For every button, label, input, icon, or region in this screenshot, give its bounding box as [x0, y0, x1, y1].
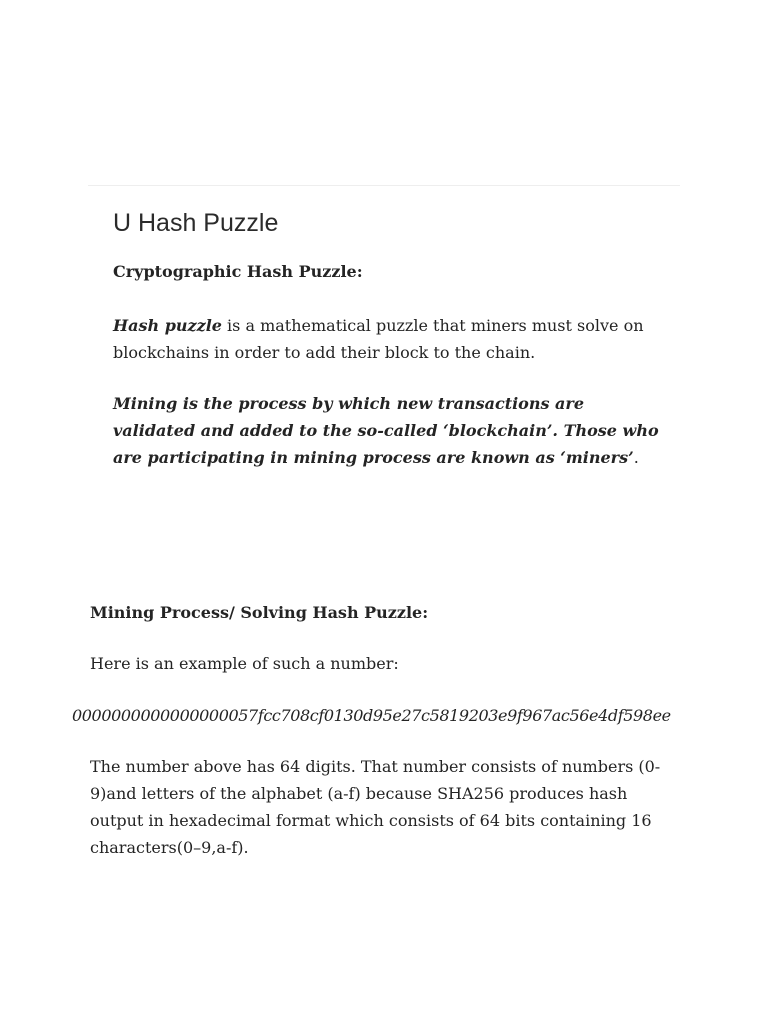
- hash-explanation-paragraph: The number above has 64 digits. That number consists of numbers (0-9)and letters of the alphabet (a-f) because SHA256 produces hash output in hexadecimal format which consists of 64 bits containing 16 characters(0–9,a-f).: [90, 757, 661, 857]
- section-divider: [88, 185, 680, 186]
- section-title: U Hash Puzzle: [113, 209, 279, 237]
- hash-example-value: 0000000000000000057fcc708cf0130d95e27c5819203e9f967ac56e4df598ee: [72, 706, 671, 725]
- mining-definition-paragraph: [113, 390, 663, 471]
- mining-definition-text: Mining is the process by which new transactions are validated and added to the so-called ‘blockchain’. Those who are participating in mining process are known as ‘miners’: [113, 394, 659, 467]
- mining-process-heading: Mining Process/ Solving Hash Puzzle:: [90, 603, 429, 622]
- mining-definition-period: .: [633, 448, 639, 467]
- hash-puzzle-term: Hash puzzle: [113, 316, 222, 335]
- crypto-heading: Cryptographic Hash Puzzle:: [113, 262, 363, 281]
- hash-puzzle-text: is a mathematical puzzle that miners must solve on blockchains in order to add their block to the chain.: [113, 316, 644, 362]
- hash-puzzle-paragraph: [113, 312, 653, 366]
- example-intro: Here is an example of such a number:: [90, 654, 399, 673]
